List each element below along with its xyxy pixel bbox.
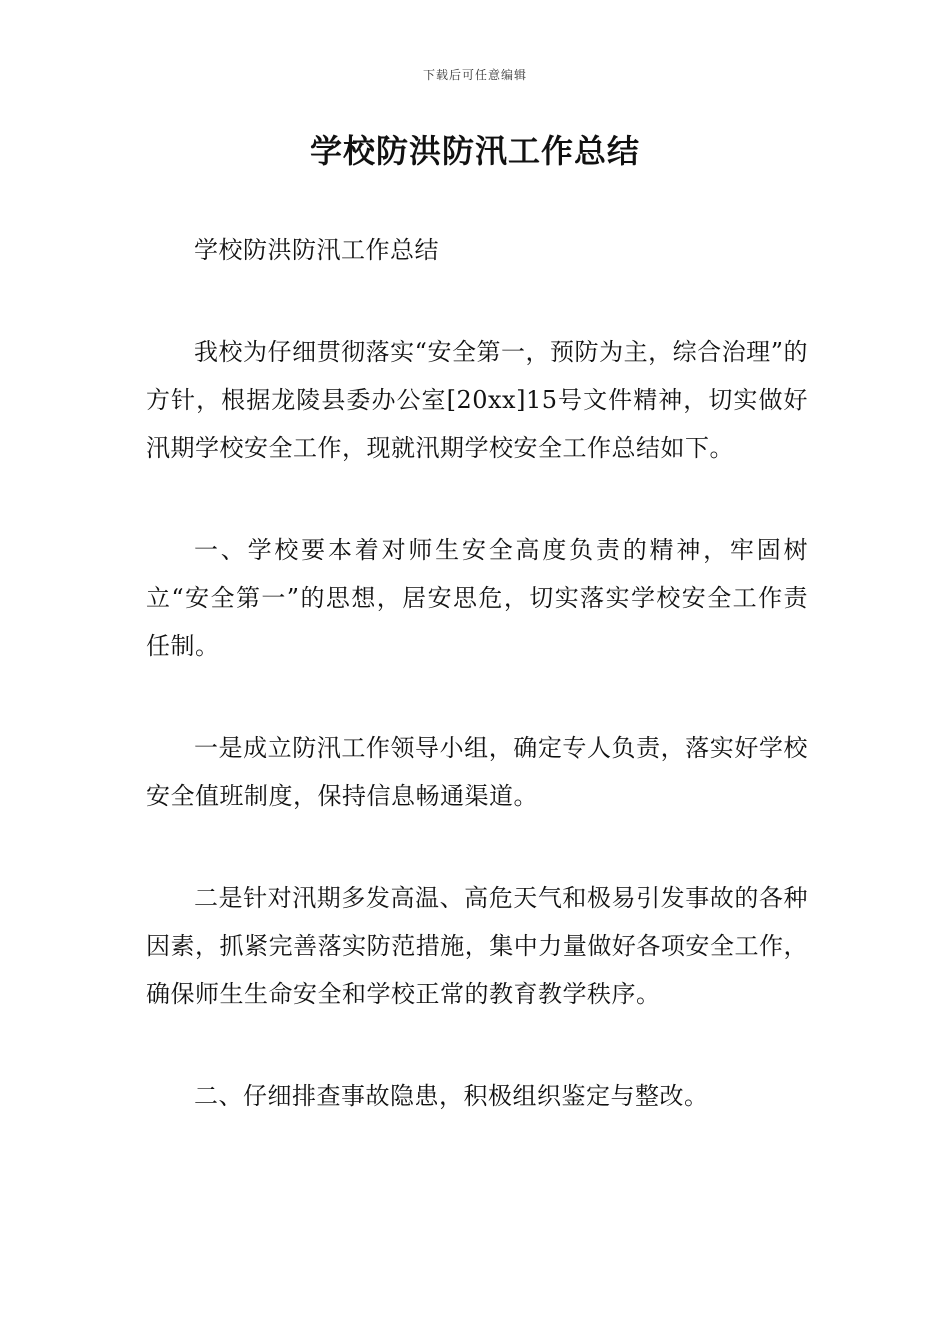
paragraph-section-1: 一、学校要本着对师生安全高度负责的精神，牢固树立“安全第一”的思想，居安思危，切实落实学校安全工作责任制。 bbox=[146, 536, 808, 660]
document-title: 学校防洪防汛工作总结 bbox=[309, 132, 640, 170]
paragraph-subtitle: 学校防洪防汛工作总结 bbox=[194, 236, 439, 264]
paragraph-point-2: 二是针对汛期多发高温、高危天气和极易引发事故的各种因素，抓紧完善落实防范措施，集中力量做好各项安全工作，确保师生生命安全和学校正常的教育教学秩序。 bbox=[146, 884, 808, 1008]
header-note: 下载后可任意编辑 bbox=[422, 68, 527, 82]
paragraph-intro: 我校为仔细贯彻落实“安全第一，预防为主，综合治理”的方针，根据龙陵县委办公室[20xx]15号文件精神，切实做好汛期学校安全工作，现就汛期学校安全工作总结如下。 bbox=[146, 338, 808, 462]
paragraph-point-1: 一是成立防汛工作领导小组，确定专人负责，落实好学校安全值班制度，保持信息畅通渠道。 bbox=[146, 734, 808, 810]
paragraph-section-2: 二、仔细排查事故隐患，积极组织鉴定与整改。 bbox=[194, 1082, 709, 1110]
document-body bbox=[146, 226, 808, 1174]
